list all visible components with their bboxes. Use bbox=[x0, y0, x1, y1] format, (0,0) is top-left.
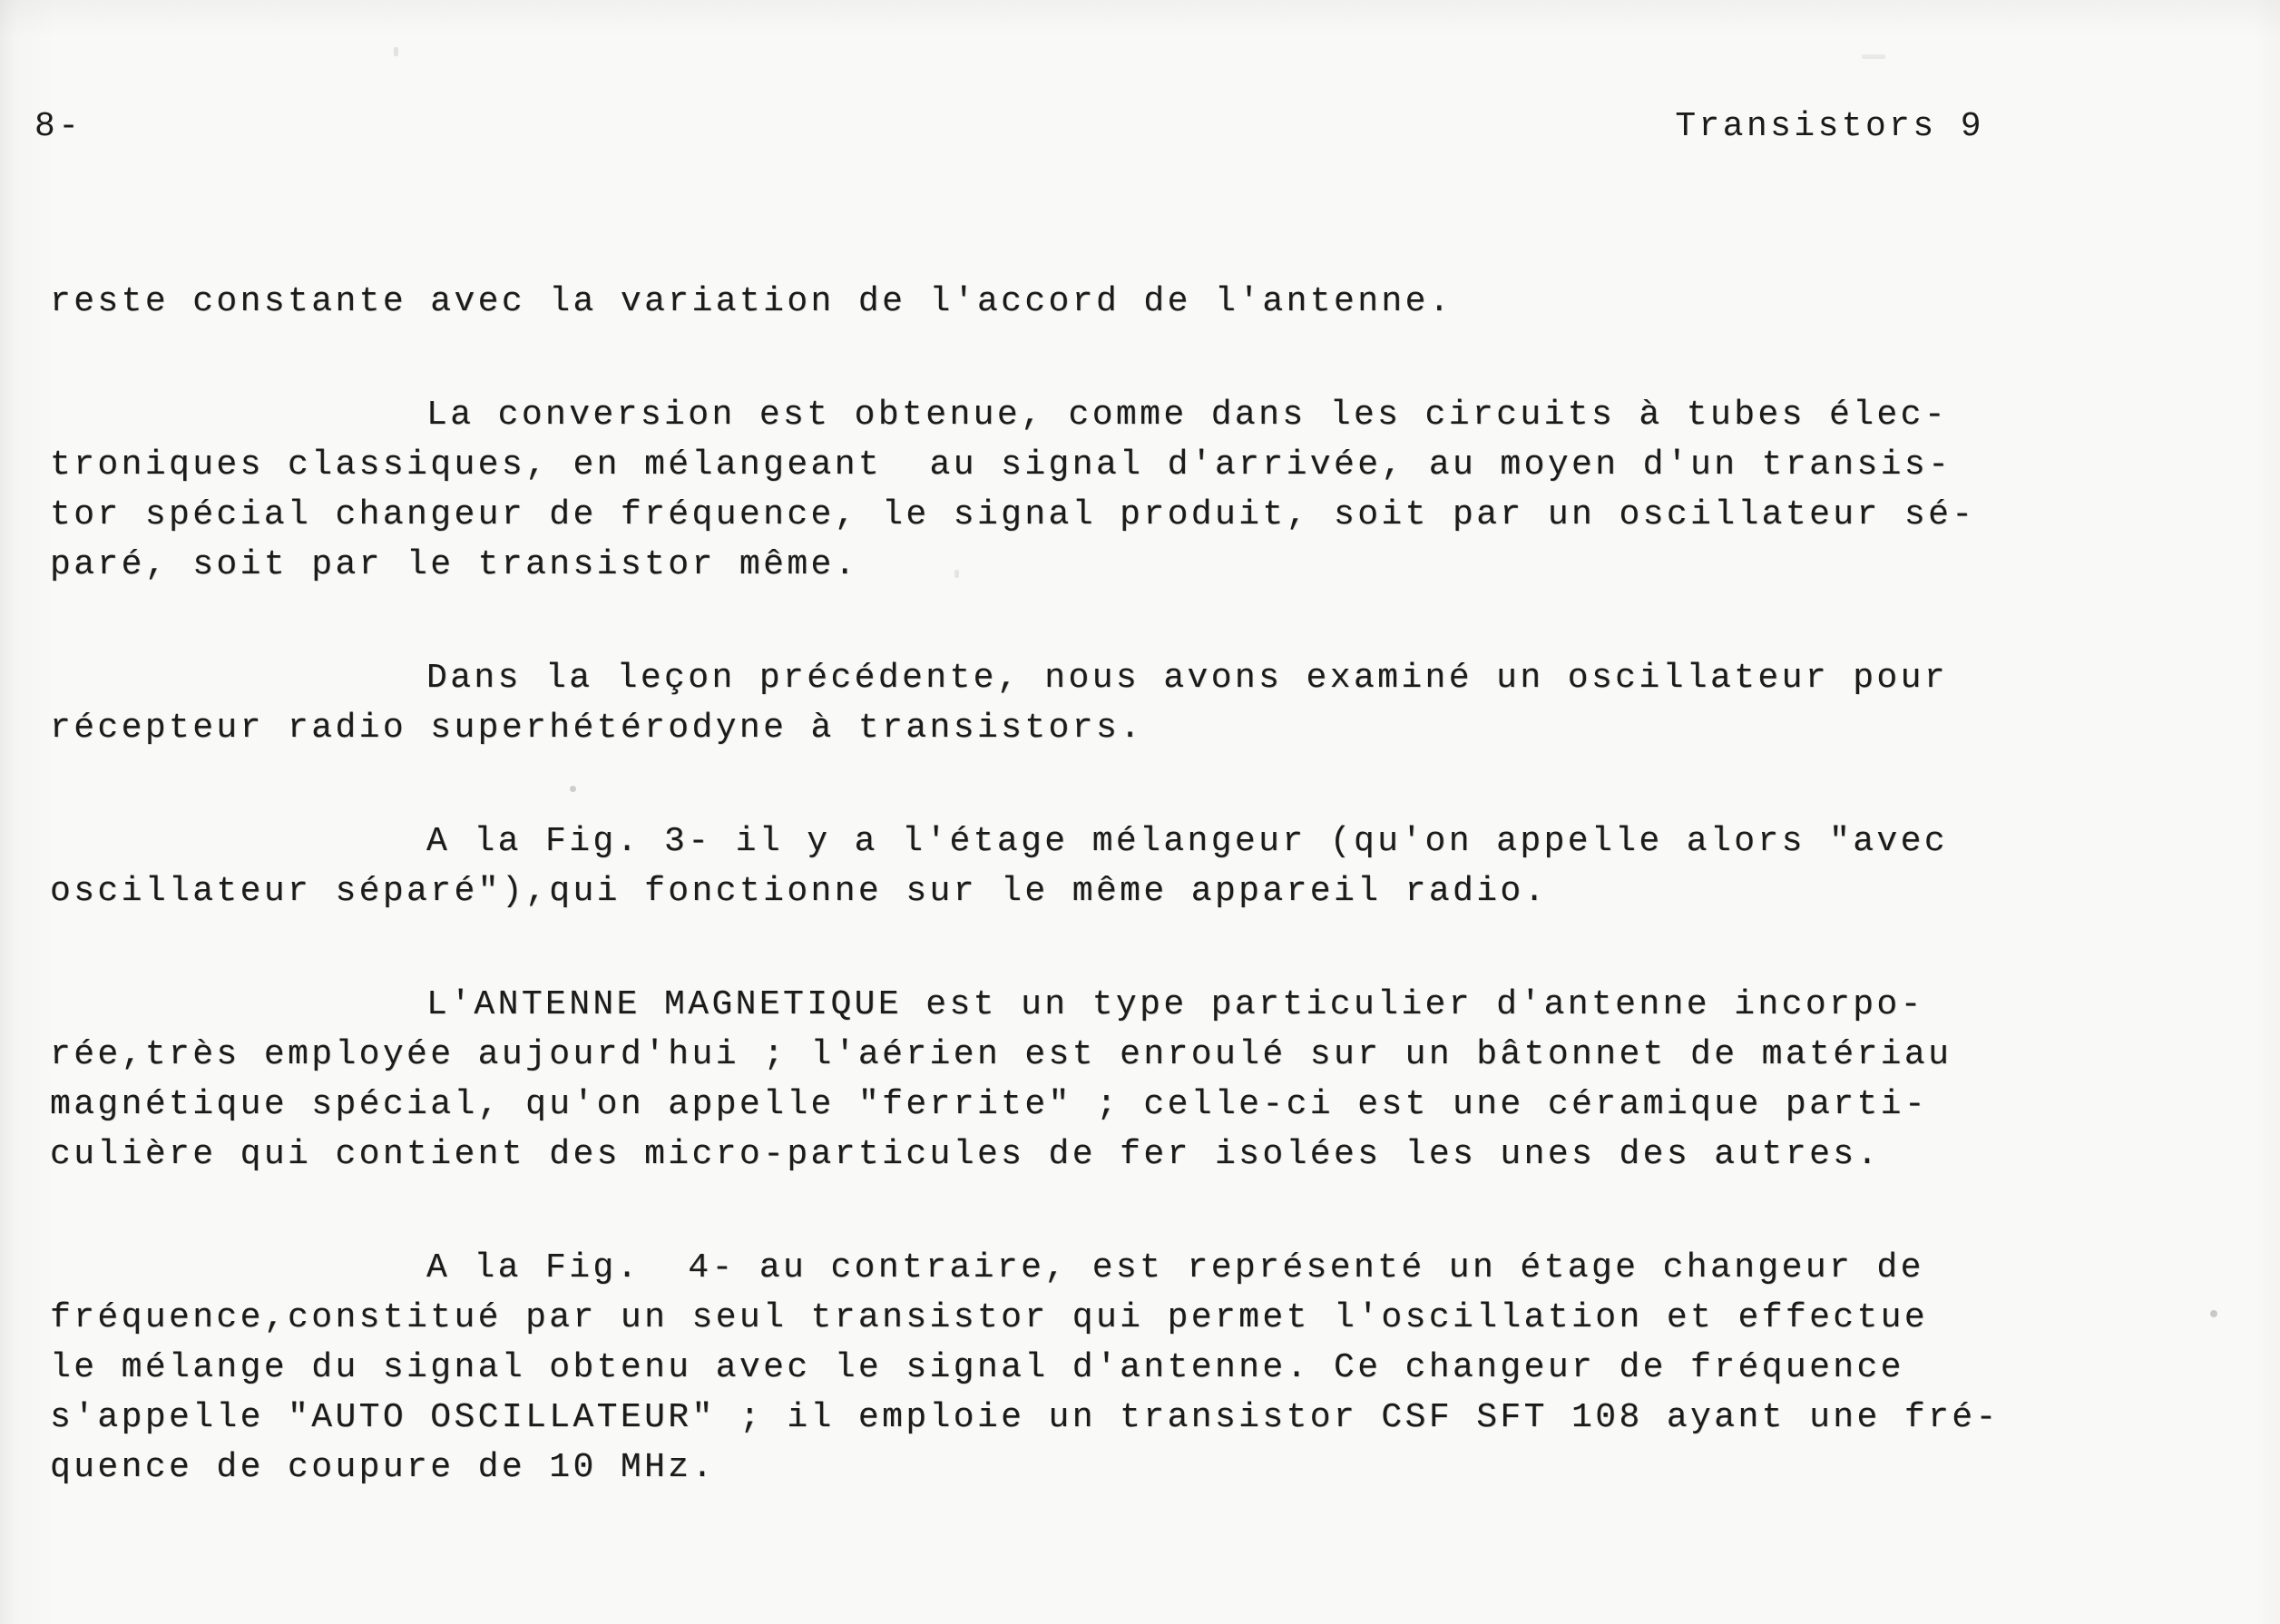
scan-speck bbox=[570, 786, 576, 792]
text-line: troniques classiques, en mélangeant au signal d'arrivée, au moyen d'un transis- bbox=[50, 445, 1952, 484]
scan-speck bbox=[1862, 54, 1885, 59]
text-line: récepteur radio superhétérodyne à transistors. bbox=[50, 709, 1144, 748]
page-header bbox=[0, 102, 2280, 152]
text-line: paré, soit par le transistor même. bbox=[50, 545, 858, 584]
text-line: A la Fig. 3- il y a l'étage mélangeur (qu'on appelle alors "avec bbox=[426, 822, 1949, 861]
text-line: rée,très employée aujourd'hui ; l'aérien est enroulé sur un bâtonnet de matériau bbox=[50, 1035, 1952, 1074]
scan-speck bbox=[394, 47, 398, 56]
scan-speck bbox=[954, 570, 959, 578]
paragraph bbox=[50, 653, 2244, 753]
text-line: quence de coupure de 10 MHz. bbox=[50, 1448, 716, 1487]
paragraph bbox=[50, 980, 2244, 1179]
text-line: magnétique spécial, qu'on appelle "ferrite" ; celle-ci est une céramique parti- bbox=[50, 1085, 1929, 1124]
text-line: s'appelle "AUTO OSCILLATEUR" ; il emploie un transistor CSF SFT 108 ayant une fré- bbox=[50, 1398, 2000, 1437]
page-number: 8- bbox=[34, 107, 83, 146]
text-line: tor spécial changeur de fréquence, le signal produit, soit par un oscillateur sé- bbox=[50, 495, 1976, 534]
text-line: fréquence,constitué par un seul transistor qui permet l'oscillation et effectue bbox=[50, 1298, 1929, 1337]
paragraph bbox=[50, 817, 2244, 916]
text-line: La conversion est obtenue, comme dans les circuits à tubes élec- bbox=[426, 396, 1949, 435]
paragraph bbox=[50, 277, 2244, 327]
text-line: le mélange du signal obtenu avec le signal d'antenne. Ce changeur de fréquence bbox=[50, 1348, 1904, 1387]
header-title: Transistors 9 bbox=[1675, 107, 1984, 146]
document-body bbox=[50, 277, 2244, 1492]
text-line: oscillateur séparé"),qui fonctionne sur le même appareil radio. bbox=[50, 872, 1548, 911]
paragraph bbox=[50, 1243, 2244, 1492]
text-line: L'ANTENNE MAGNETIQUE est un type particulier d'antenne incorpo- bbox=[426, 985, 1924, 1024]
text-line: reste constante avec la variation de l'accord de l'antenne. bbox=[50, 282, 1453, 321]
scan-speck bbox=[2210, 1310, 2217, 1317]
paragraph bbox=[50, 390, 2244, 590]
text-line: Dans la leçon précédente, nous avons examiné un oscillateur pour bbox=[426, 659, 1949, 698]
text-line: A la Fig. 4- au contraire, est représenté un étage changeur de bbox=[426, 1248, 1924, 1287]
text-line: culière qui contient des micro-particules de fer isolées les unes des autres. bbox=[50, 1135, 1881, 1174]
